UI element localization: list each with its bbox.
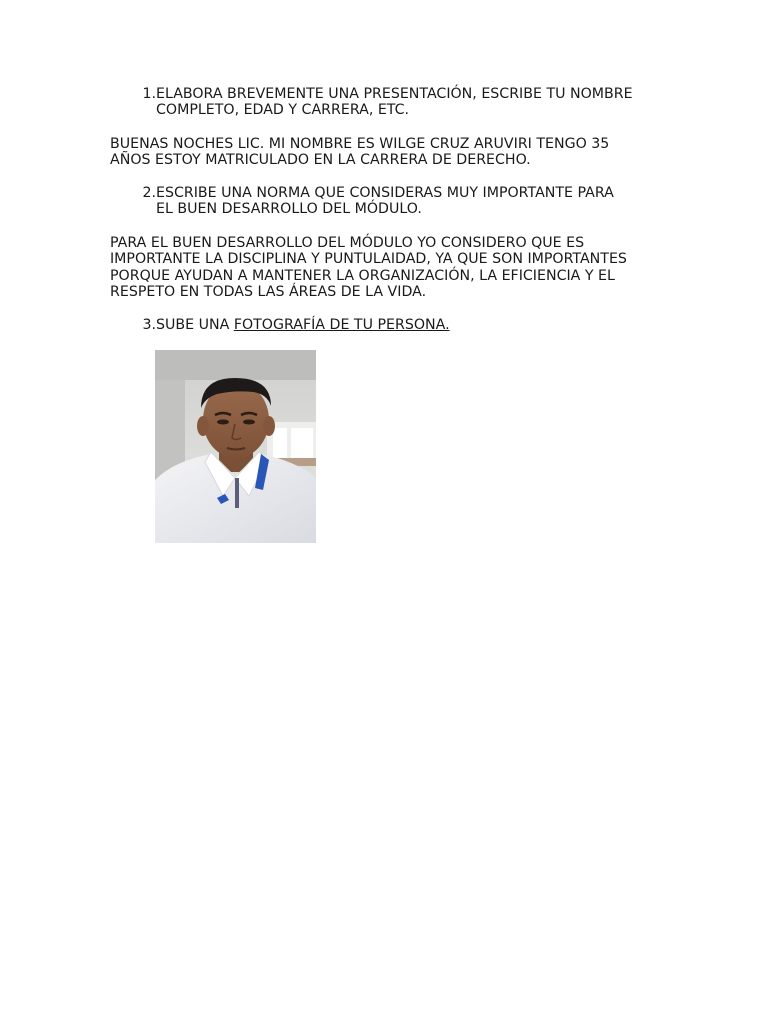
question-line: COMPLETO, EDAD Y CARRERA, ETC. <box>156 102 410 119</box>
answer-line: PARA EL BUEN DESARROLLO DEL MÓDULO YO CONSIDERO QUE ES <box>110 235 585 251</box>
question-prefix: SUBE UNA <box>156 317 234 333</box>
question-line: EL BUEN DESARROLLO DEL MÓDULO. <box>156 201 422 218</box>
question-number: 1. <box>142 86 156 102</box>
question-line: ESCRIBE UNA NORMA QUE CONSIDERAS MUY IMPORTANTE PARA <box>156 185 614 201</box>
question-number: 3. <box>142 317 156 333</box>
answer-line: BUENAS NOCHES LIC. MI NOMBRE ES WILGE CRUZ ARUVIRI TENGO 35 <box>110 136 610 152</box>
photo-link[interactable]: FOTOGRAFÍA DE TU PERSONA. <box>233 317 450 333</box>
question-text <box>156 86 676 119</box>
answer-1 <box>110 136 670 169</box>
person-photo-image <box>155 350 316 543</box>
question-text <box>156 317 676 333</box>
answer-line: IMPORTANTE LA DISCIPLINA Y PUNTULAIDAD, YA QUE SON IMPORTANTES <box>110 251 627 268</box>
answer-line: RESPETO EN TODAS LAS ÁREAS DE LA VIDA. <box>110 284 427 301</box>
answer-line: PORQUE AYUDAN A MANTENER LA ORGANIZACIÓN, LA EFICIENCIA Y EL <box>110 267 615 284</box>
person-photo <box>155 350 316 543</box>
answer-2 <box>110 235 670 301</box>
question-number: 2. <box>142 185 156 201</box>
question-text <box>156 185 676 218</box>
answer-line: AÑOS ESTOY MATRICULADO EN LA CARRERA DE DERECHO. <box>110 152 531 169</box>
question-line: ELABORA BREVEMENTE UNA PRESENTACIÓN, ESCRIBE TU NOMBRE <box>156 86 633 102</box>
